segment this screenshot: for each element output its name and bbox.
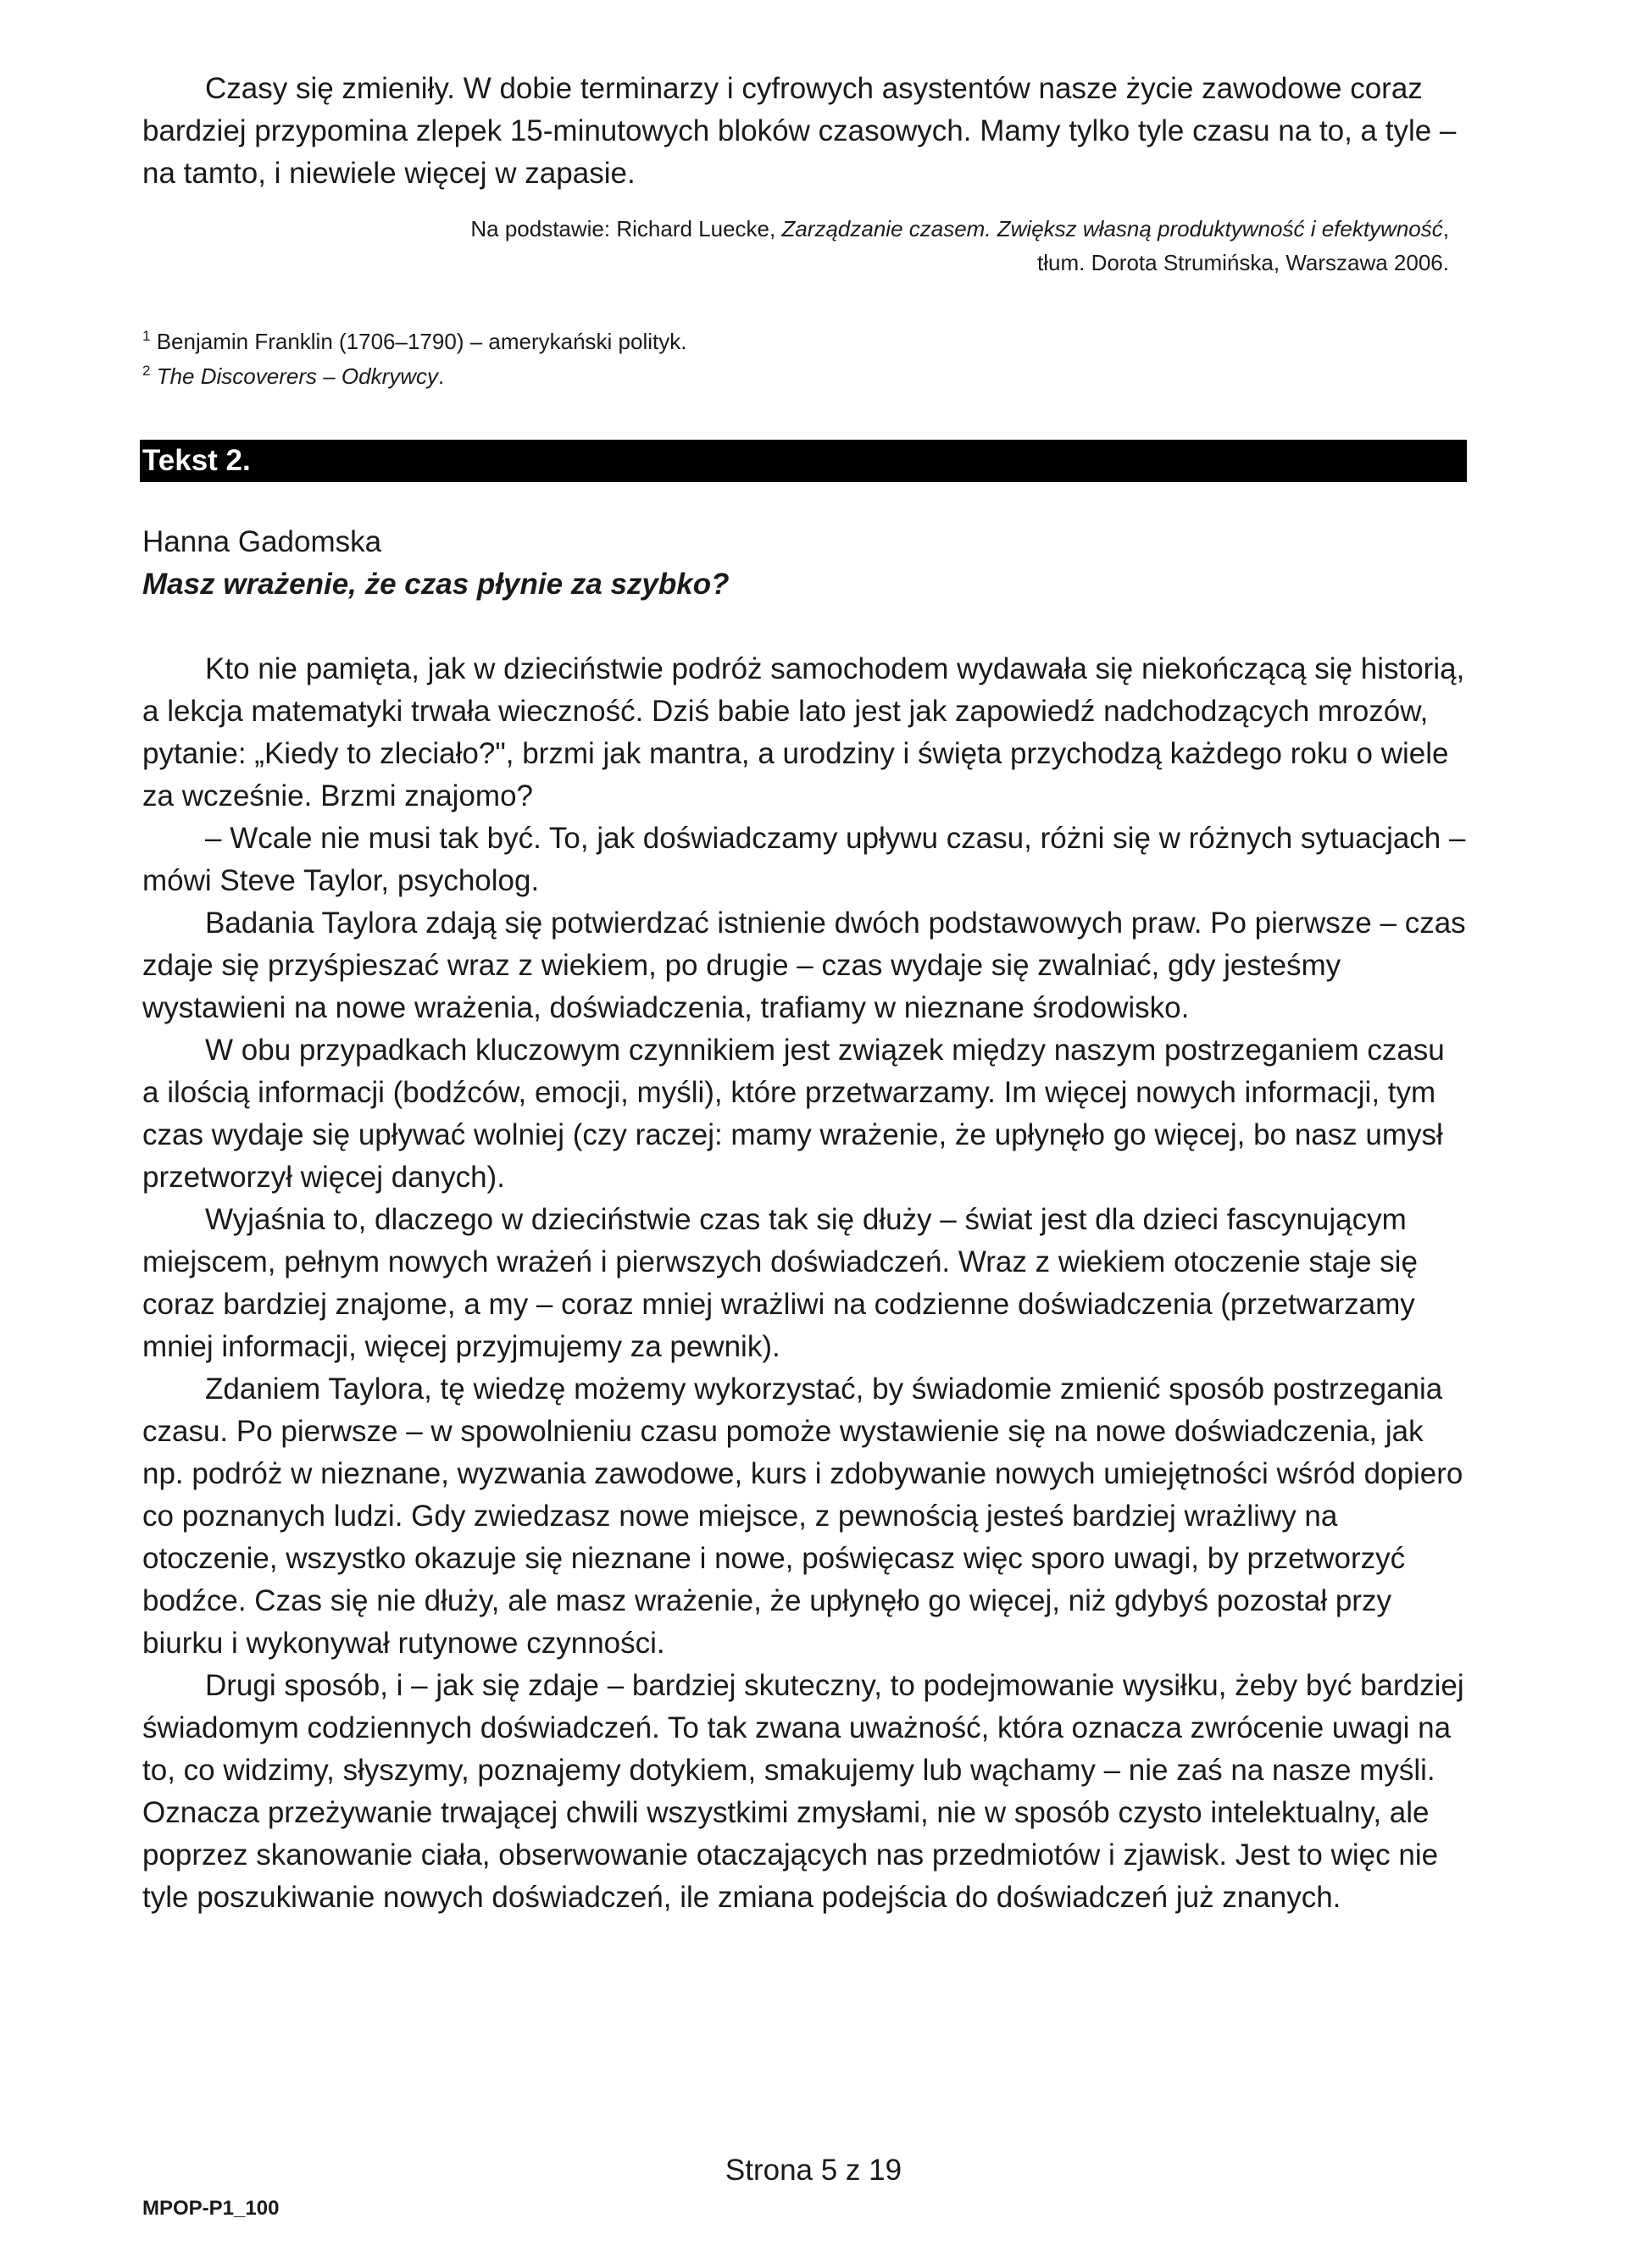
article-paragraph-2: – Wcale nie musi tak być. To, jak doświadczamy upływu czasu, różni się w różnych sytuacjach – mówi Steve Taylor, psycholog.	[142, 822, 1466, 897]
section-header-bar	[140, 440, 1467, 482]
article-title: Masz wrażenie, że czas płynie za szybko?	[142, 568, 730, 601]
source-citation	[127, 212, 1449, 280]
source-book-title: Zarządzanie czasem. Zwiększ własną produktywność i efektywność	[781, 216, 1443, 241]
article-paragraph-3: Badania Taylora zdają się potwierdzać istnienie dwóch podstawowych praw. Po pierwsze – czas zdaje się przyśpieszać wraz z wiekiem, po drugie – czas wydaje się zwalniać, gdy jesteśmy wystawieni na nowe wrażenia, doświadczenia, trafiamy w nieznane środowisko.	[142, 907, 1466, 1024]
footnotes	[142, 324, 686, 394]
article-paragraph-5: Wyjaśnia to, dlaczego w dzieciństwie czas tak się dłuży – świat jest dla dzieci fascynującym miejscem, pełnym nowych wrażeń i pierwszych doświadczeń. Wraz z wiekiem otoczenie staje się coraz bardziej znajome, a my – coraz mniej wrażliwi na codzienne doświadczenia (przetwarzamy mniej informacji, więcej przyjmujemy za pewnik).	[142, 1203, 1418, 1363]
source-prefix: Na podstawie: Richard Luecke,	[470, 216, 782, 241]
footnote-text: Benjamin Franklin (1706–1790) – amerykański polityk.	[156, 329, 687, 354]
footnote-2	[142, 359, 686, 394]
article-paragraph-1: Kto nie pamięta, jak w dzieciństwie podróż samochodem wydawała się niekończącą się historią, a lekcja matematyki trwała wieczność. Dziś babie lato jest jak zapowiedź nadchodzących mrozów, pytanie: „Kiedy to zleciało?", brzmi jak mantra, a urodziny i święta przychodzą każdego roku o wiele za wcześnie. Brzmi znajomo?	[142, 652, 1465, 812]
source-comma: ,	[1442, 216, 1449, 241]
section-label: Tekst 2.	[142, 444, 251, 477]
footnote-marker: 1	[142, 328, 151, 344]
article-body	[142, 648, 1468, 1919]
footnote-marker: 2	[142, 363, 151, 379]
text-1-paragraph: Czasy się zmieniły. W dobie terminarzy i cyfrowych asystentów nasze życie zawodowe coraz bardziej przypomina zlepek 15-minutowych bloków czasowych. Mamy tylko tyle czasu na to, a tyle – na tamto, i niewiele więcej w zapasie.	[142, 72, 1457, 190]
footnote-translation: Odkrywcy	[341, 363, 439, 389]
article-paragraph-6: Zdaniem Taylora, tę wiedzę możemy wykorzystać, by świadomie zmienić sposób postrzegania czasu. Po pierwsze – w spowolnieniu czasu pomoże wystawienie się na nowe doświadczenia, jak np. podróż w nieznane, wyzwania zawodowe, kurs i zdobywanie nowych umiejętności wśród dopiero co poznanych ludzi. Gdy zwiedzasz nowe miejsce, z pewnością jesteś bardziej wrażliwy na otoczenie, wszystko okazuje się nieznane i nowe, poświęcasz więc sporo uwagi, by przetworzyć bodźce. Czas się nie dłuży, ale masz wrażenie, że upłynęło go więcej, niż gdybyś pozostał przy biurku i wykonywał rutynowe czynności.	[142, 1372, 1463, 1660]
article-paragraph-4: W obu przypadkach kluczowym czynnikiem jest związek między naszym postrzeganiem czasu a ilością informacji (bodźców, emocji, myśli), które przetwarzamy. Im więcej nowych informacji, tym czas wydaje się upływać wolniej (czy raczej: mamy wrażenie, że upłynęło go więcej, bo nasz umysł przetworzył więcej danych).	[142, 1034, 1445, 1194]
text-1-ending	[142, 68, 1468, 195]
source-line-1	[127, 212, 1449, 246]
exam-code: MPOP-P1_100	[142, 2197, 280, 2220]
source-line-2: tłum. Dorota Strumińska, Warszawa 2006.	[1037, 250, 1449, 275]
article-paragraph-7: Drugi sposób, i – jak się zdaje – bardziej skuteczny, to podejmowanie wysiłku, żeby być bardziej świadomym codziennych doświadczeń. To tak zwana uważność, która oznacza zwrócenie uwagi na to, co widzimy, słyszymy, poznajemy dotykiem, smakujemy lub wąchamy – nie zaś na nasze myśli. Oznacza przeżywanie trwającej chwili wszystkimi zmysłami, nie w sposób czysto intelektualny, ale poprzez skanowanie ciała, obserwowanie otaczających nas przedmiotów i zjawisk. Jest to więc nie tyle poszukiwanie nowych doświadczeń, ile zmiana podejścia do doświadczeń już znanych.	[142, 1669, 1464, 1914]
footnote-dash: –	[316, 363, 342, 389]
footnote-title: The Discoverers	[156, 363, 317, 389]
article-author: Hanna Gadomska	[142, 525, 382, 558]
footnote-end: .	[438, 363, 445, 389]
page-number: Strona 5 z 19	[725, 2154, 902, 2187]
footnote-1	[142, 324, 686, 359]
